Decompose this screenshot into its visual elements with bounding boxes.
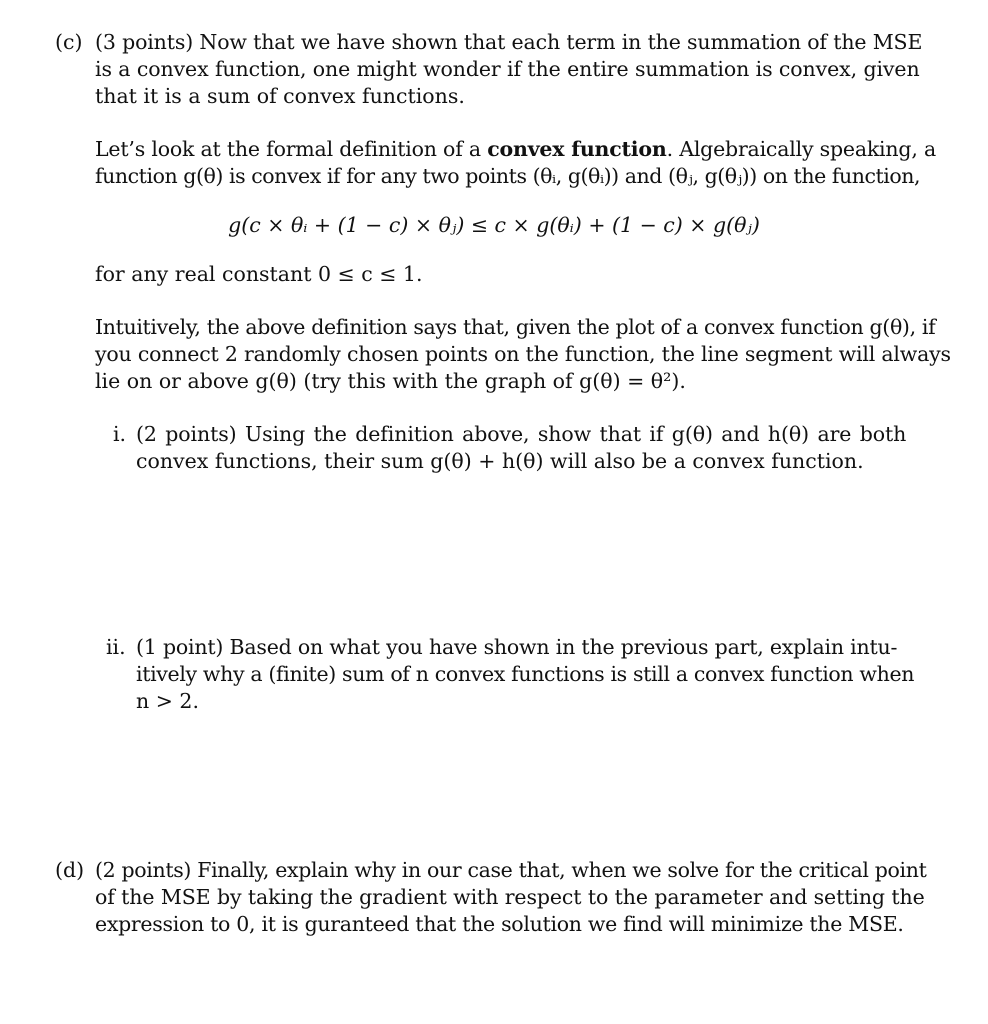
definition-bold-term: convex function [487, 137, 667, 161]
part-c-label: (c) [55, 30, 83, 54]
subpart-ii-line-2: itively why a (finite) sum of n convex functions is still a convex function when [136, 662, 915, 686]
intuition-line-1: Intuitively, the above definition says that, given the plot of a convex function g(θ), if [95, 315, 936, 339]
part-c-line-3: that it is a sum of convex functions. [95, 84, 465, 108]
subpart-ii-line-1: (1 point) Based on what you have shown in the previous part, explain intu- [136, 635, 898, 659]
part-d-label: (d) [55, 858, 85, 882]
subpart-ii-label: ii. [106, 635, 126, 659]
definition-post: . Algebraically speaking, a [666, 137, 936, 161]
subpart-i-label: i. [113, 422, 127, 446]
definition-line-2: function g(θ) is convex if for any two points (θᵢ, g(θᵢ)) and (θⱼ, g(θⱼ)) on the function, [95, 164, 921, 188]
constraint-line: for any real constant 0 ≤ c ≤ 1. [95, 262, 423, 286]
intuition-line-2: you connect 2 randomly chosen points on the function, the line segment will always [95, 342, 951, 366]
definition-pre: Let’s look at the formal definition of a [95, 137, 488, 161]
part-d-line-3: expression to 0, it is guranteed that the solution we find will minimize the MSE. [95, 912, 904, 936]
convexity-inequality: g(c × θᵢ + (1 − c) × θⱼ) ≤ c × g(θᵢ) + (1 − c) × g(θⱼ) [228, 213, 760, 237]
part-d-line-1: (2 points) Finally, explain why in our case that, when we solve for the critical point [95, 858, 927, 882]
subpart-i-line-1: (2 points) Using the definition above, show that if g(θ) and h(θ) are both [136, 422, 907, 446]
definition-line-1 [95, 136, 936, 163]
intuition-line-3: lie on or above g(θ) (try this with the graph of g(θ) = θ²). [95, 369, 686, 393]
subpart-ii-line-3: n > 2. [136, 689, 199, 713]
part-c-line-1: (3 points) Now that we have shown that each term in the summation of the MSE [95, 30, 923, 54]
subpart-i-line-2: convex functions, their sum g(θ) + h(θ) will also be a convex function. [136, 449, 864, 473]
part-c-line-2: is a convex function, one might wonder if the entire summation is convex, given [95, 57, 920, 81]
part-d-line-2: of the MSE by taking the gradient with respect to the parameter and setting the [95, 885, 925, 909]
